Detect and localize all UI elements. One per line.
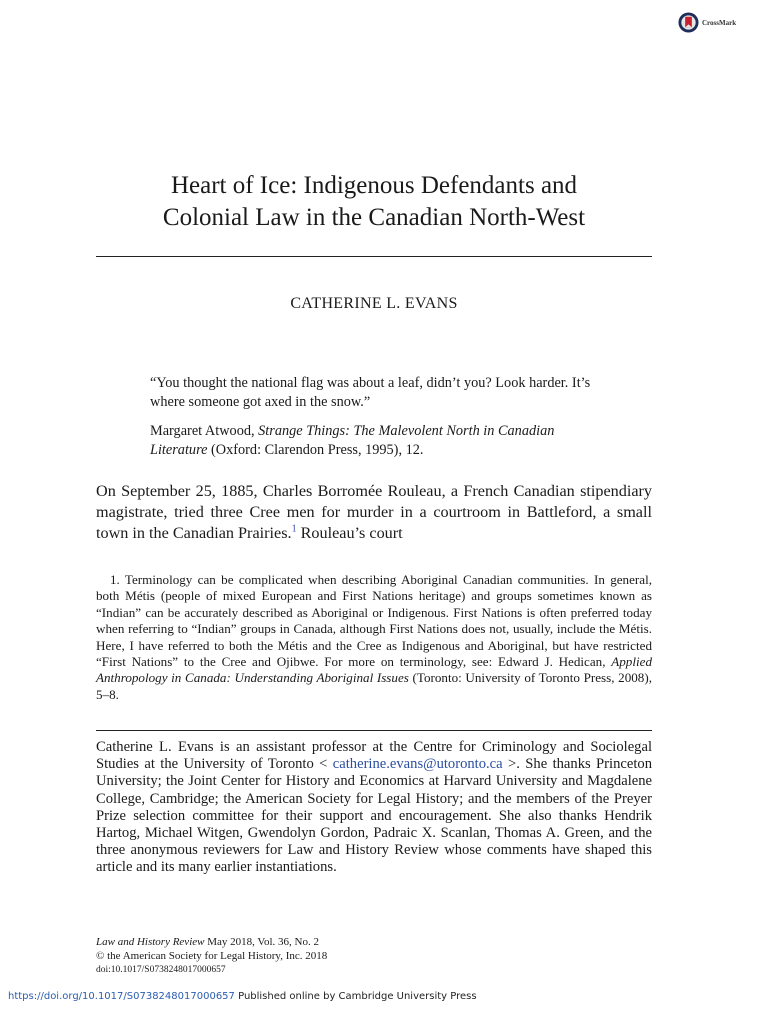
opening-text: On September 25, 1885, Charles Borromée Rouleau, a French Canadian stipendiary magistrate, tried three Cree men for murder in a courtroom in Battleford, a small town in the Canadian Prairies. [96,482,652,542]
author-note-acknowledgements: >. She thanks Princeton University; the Joint Center for History and Economics at Harvard University and Magdalene College, Cambridge; the American Society for Legal History; and the members of the Preyer Prize selection committee for their support and encouragement. She also thanks Hendrik Hartog, Michael Witgen, Gwendolyn Gordon, Padraic X. Scanlan, Thomas A. Green, and the three anonymous reviewers for Law and History Review whose comments have shaped this article and its many earlier instantiations. [96,756,652,876]
epigraph-source-details: (Oxford: Clarendon Press, 1995), 12. [207,442,424,458]
journal-copyright: © the American Society for Legal History, Inc. 2018 [96,950,328,962]
article-author: CATHERINE L. EVANS [290,295,458,312]
journal-doi: doi:10.1017/S0738248017000657 [96,965,226,975]
title-divider [96,256,652,257]
author-note-text: Catherine L. Evans is an assistant professor at the Centre for Criminology and Sociolegal Studies at the University of Toronto < [96,739,652,773]
title-line-1: Heart of Ice: Indigenous Defendants and [170,172,578,199]
publisher-footer [8,991,477,1002]
article-title [96,170,652,234]
journal-name: Law and History Review [96,936,205,948]
crossmark-badge[interactable] [678,12,736,33]
epigraph-author: Margaret Atwood, [150,423,259,439]
journal-citation [96,935,652,949]
notes-divider [96,730,652,731]
title-line-2: Colonial Law in the Canadian North-West [162,204,586,231]
footnote-text-tail: (Toronto: University of Toronto Press, 2008), 5–8. [96,670,652,702]
footnote-ref-1[interactable]: 1 [291,523,297,535]
epigraph-attribution [150,422,610,460]
footnote-1 [96,572,652,703]
epigraph-source-title: Strange Things: The Malevolent North in Canadian Literature [150,423,555,458]
journal-issue: May 2018, Vol. 36, No. 2 [204,936,319,948]
opening-text-tail: Rouleau’s court [296,524,403,542]
epigraph [150,374,610,460]
footnote-text: Terminology can be complicated when describing Aboriginal Canadian communities. In general, both Métis (people of mixed European and First Nations heritage) and groups sometimes known as “Indian” can be accurately described as Aboriginal or Indigenous. First Nations is often preferred today when referring to “Indian” groups in Canada, although First Nations does not, usually, include the Métis. Here, I have referred to both the Métis and the Cree as Indigenous and Aboriginal, but have restricted “First Nations” to the Cree and Ojibwe. For more on terminology, see: Edward J. Hedican, [96,572,652,670]
doi-link[interactable]: https://doi.org/10.1017/S0738248017000657 [8,991,235,1002]
footnote-cited-title: Applied Anthropology in Canada: Understanding Aboriginal Issues [96,654,652,686]
crossmark-label: CrossMark [702,18,737,27]
journal-info [96,935,652,977]
author-note [96,739,652,877]
crossmark-icon [678,12,699,33]
footnote-number: 1. [110,572,120,587]
published-online-text: Published online by Cambridge University Press [234,991,477,1002]
opening-paragraph [96,481,652,544]
epigraph-quote: “You thought the national flag was about a leaf, didn’t you? Look harder. It’s where someone got axed in the snow.” [150,375,591,410]
author-email-link[interactable]: catherine.evans@utoronto.ca [332,756,503,773]
